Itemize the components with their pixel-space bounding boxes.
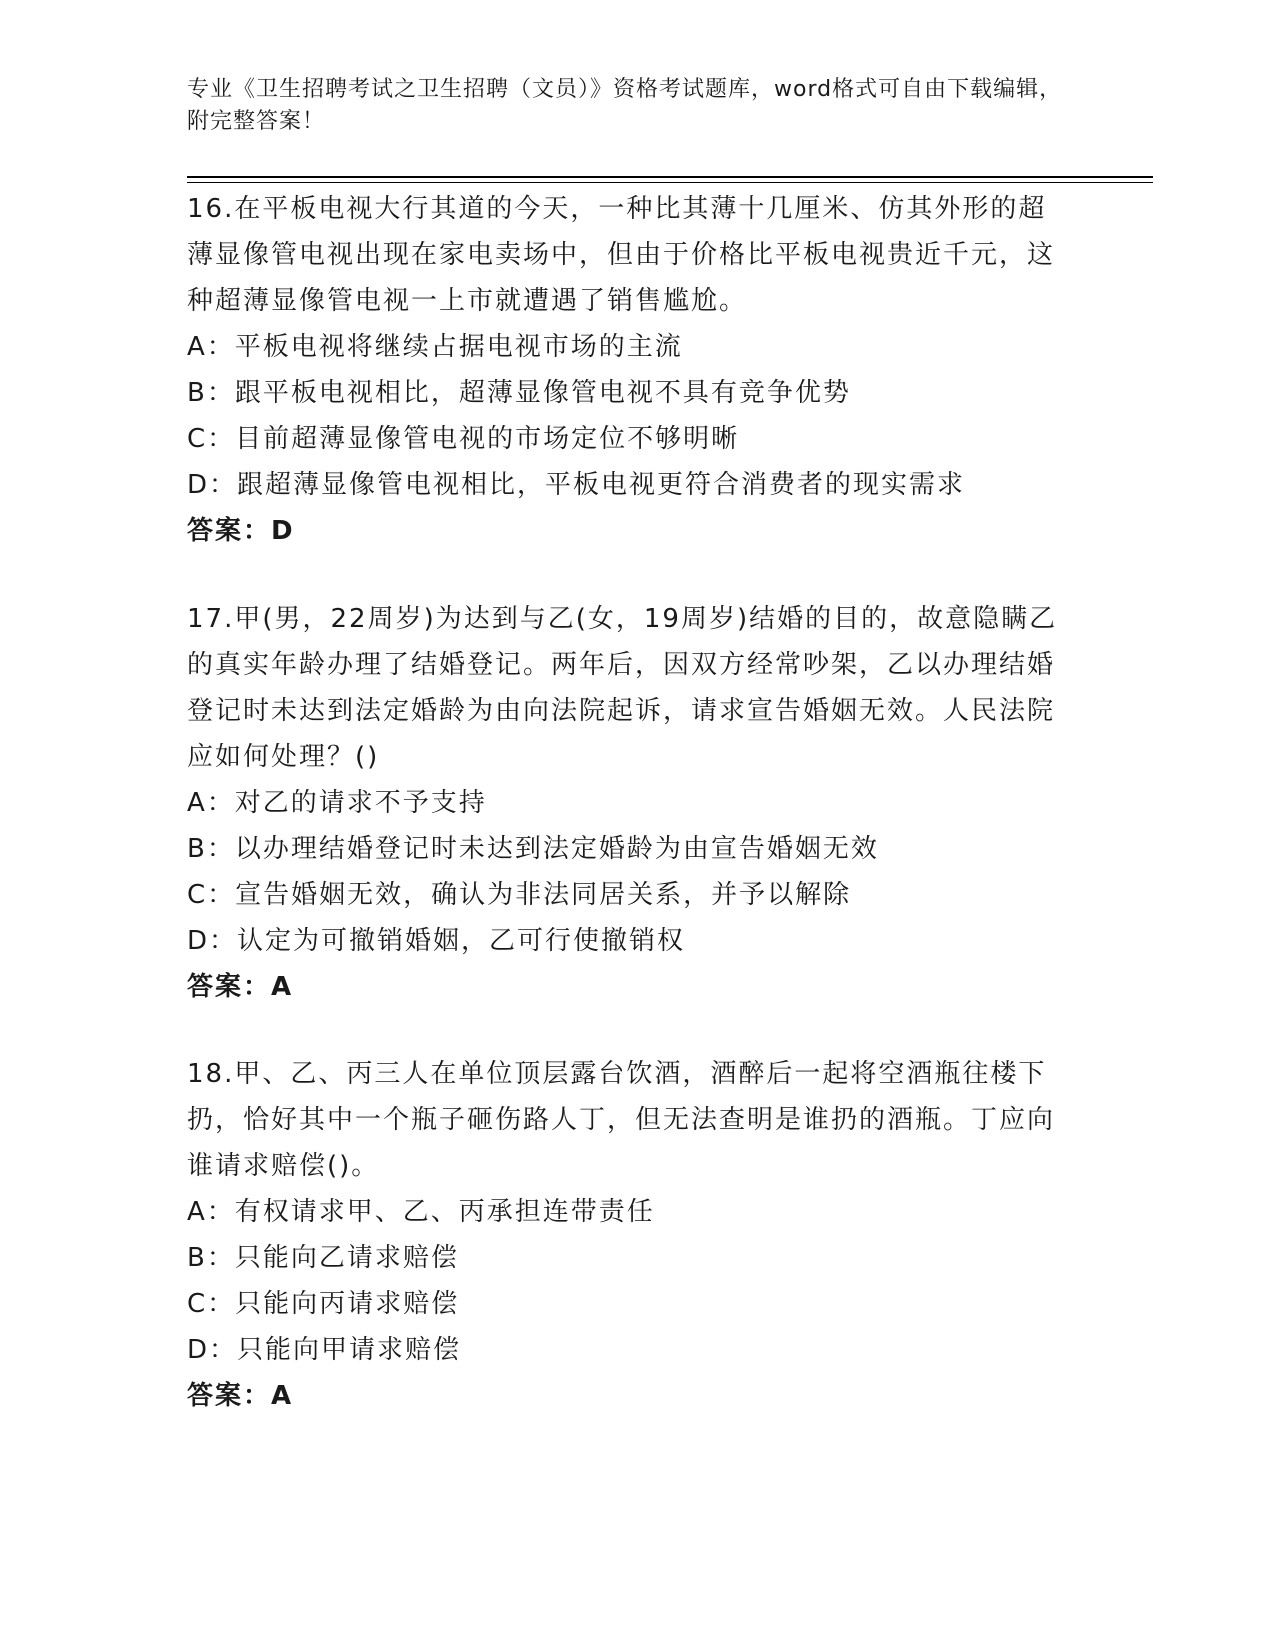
answer-line: 答案：A bbox=[187, 972, 294, 1002]
document-header: 专业《卫生招聘考试之卫生招聘（文员）》资格考试题库，word格式可自由下载编辑，附完整答案！ bbox=[187, 77, 1063, 134]
option-d: D：只能向甲请求赔偿 bbox=[187, 1335, 462, 1365]
option-d: D：跟超薄显像管电视相比，平板电视更符合消费者的现实需求 bbox=[187, 470, 966, 500]
option-c: C：宣告婚姻无效，确认为非法同居关系，并予以解除 bbox=[187, 880, 852, 910]
option-b: B：只能向乙请求赔偿 bbox=[187, 1243, 459, 1273]
option-c: C：只能向丙请求赔偿 bbox=[187, 1289, 460, 1319]
question-stem: 16.在平板电视大行其道的今天，一种比其薄十几厘米、仿其外形的超薄显像管电视出现在家电卖场中，但由于价格比平板电视贵近千元，这种超薄显像管电视一上市就遭遇了销售尴尬。 bbox=[187, 194, 1056, 316]
header-divider-thin bbox=[187, 182, 1153, 183]
answer-line: 答案：A bbox=[187, 1381, 294, 1411]
option-c: C：目前超薄显像管电视的市场定位不够明晰 bbox=[187, 424, 740, 454]
header-divider-thick bbox=[187, 176, 1153, 178]
option-a: A：有权请求甲、乙、丙承担连带责任 bbox=[187, 1197, 655, 1227]
option-b: B：以办理结婚登记时未达到法定婚龄为由宣告婚姻无效 bbox=[187, 834, 879, 864]
question-stem: 17.甲(男，22周岁)为达到与乙(女，19周岁)结婚的目的，故意隐瞒乙的真实年龄办理了结婚登记。两年后，因双方经常吵架，乙以办理结婚登记时未达到法定婚龄为由向法院起诉，请求宣告婚姻无效。人民法院应如何处理？() bbox=[187, 604, 1058, 772]
question-stem: 18.甲、乙、丙三人在单位顶层露台饮酒，酒醉后一起将空酒瓶往楼下扔，恰好其中一个瓶子砸伤路人丁，但无法查明是谁扔的酒瓶。丁应向谁请求赔偿()。 bbox=[187, 1059, 1056, 1181]
option-a: A：平板电视将继续占据电视市场的主流 bbox=[187, 332, 683, 362]
option-d: D：认定为可撤销婚姻，乙可行使撤销权 bbox=[187, 926, 686, 956]
question-16 bbox=[187, 186, 1067, 554]
option-a: A：对乙的请求不予支持 bbox=[187, 788, 487, 818]
answer-line: 答案：D bbox=[187, 516, 295, 546]
question-18 bbox=[187, 1051, 1067, 1419]
question-17 bbox=[187, 596, 1067, 1010]
option-b: B：跟平板电视相比，超薄显像管电视不具有竞争优势 bbox=[187, 378, 851, 408]
